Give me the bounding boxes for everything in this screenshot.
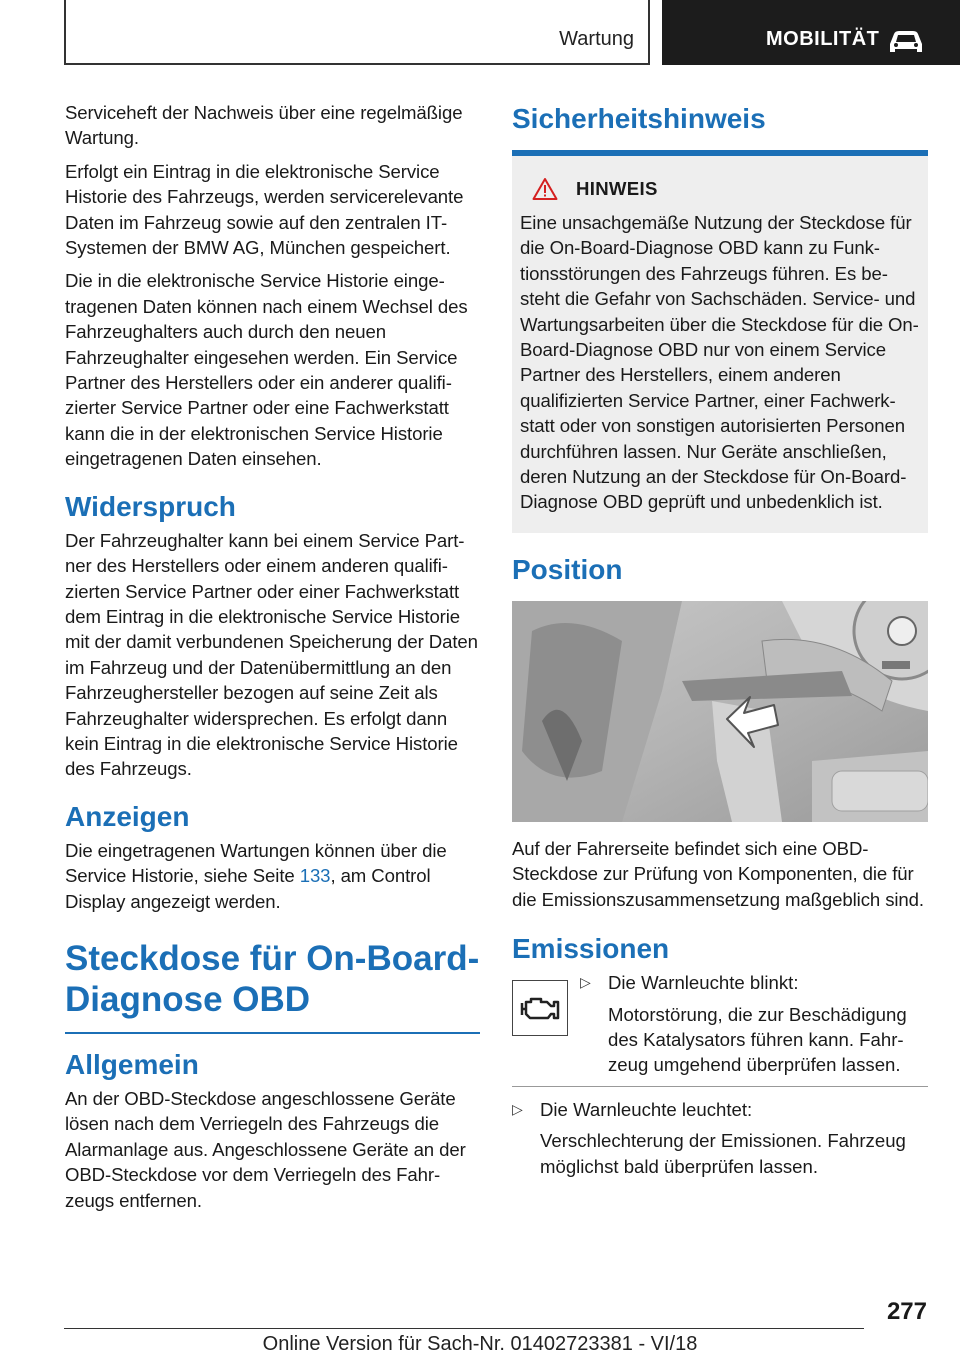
paragraph-anzeigen <box>65 838 480 914</box>
paragraph-eintrag: Erfolgt ein Eintrag in die elektronische Service Historie des Fahrzeugs, werden servicerelevante Daten im Fahrzeug sowie auf den zentralen IT-Systemen der BMW AG, München gespeichert. <box>65 160 464 259</box>
bullet-triangle-icon: ▷ <box>580 974 591 991</box>
anzeigen-text-before: Die eingetragenen Wartungen können über die Service Historie, siehe Seite <box>65 839 447 887</box>
notice-header <box>520 174 920 204</box>
obd-location-photo <box>512 601 928 822</box>
bullet-separator <box>512 1086 928 1087</box>
section-divider <box>65 1032 480 1034</box>
notice-title: HINWEIS <box>576 178 658 199</box>
header-section-title: Wartung <box>559 28 634 50</box>
heading-obd-line1: Steckdose für On-Board- <box>65 938 480 978</box>
header-chapter-title: MOBILITÄT <box>766 28 880 50</box>
anzeigen-text-after: , am Control Display angezeigt werden. <box>65 865 431 912</box>
paragraph-serviceheft: Serviceheft der Nachweis über eine regelmäßige Wartung. <box>65 102 463 149</box>
notice-box <box>512 156 928 533</box>
heading-widerspruch: Widerspruch <box>65 490 236 522</box>
car-icon <box>886 26 926 56</box>
paragraph-position: Auf der Fahrerseite befindet sich eine OBD-Steckdose zur Prüfung von Komponenten, die für die Emissionszusammensetzung maßgeblich sind. <box>512 837 924 910</box>
paragraph-historie: Die in die elektronische Service Historie eingetragenen Daten können nach einem Wechsel des Fahrzeughalters auch durch den neuen Fahrzeughalter eingesehen werden. Ein Service Partner des Herstellers oder ein anderer qualifizierter Service Partner oder eine Fachwerkstatt kann die in der elektronischen Service Historie eingetragenen Daten einsehen. <box>65 270 468 470</box>
emission-bullet-2 <box>512 1097 928 1179</box>
heading-emissionen: Emissionen <box>512 933 670 965</box>
heading-sicherheitshinweis: Sicherheitshinweis <box>512 103 766 134</box>
right-column <box>512 100 928 1179</box>
bullet-1-title: Die Warnleuchte blinkt: <box>608 972 799 994</box>
header-chapter-tab <box>662 0 960 65</box>
heading-steckdose-obd <box>65 938 480 1020</box>
heading-obd-line2: Diagnose OBD <box>65 979 311 1019</box>
heading-allgemein: Allgemein <box>65 1048 199 1080</box>
bullet-1-detail: Motorstörung, die zur Beschädigung des Katalysators führen kann. Fahrzeug umgehend überprüfen lassen. <box>608 1003 907 1076</box>
bullet-triangle-icon: ▷ <box>512 1100 523 1117</box>
emissions-section <box>512 970 928 1179</box>
header-section-box <box>64 0 650 65</box>
bullet-2-title: Die Warnleuchte leuchtet: <box>540 1098 753 1120</box>
bullet-2-detail: Verschlechterung der Emissionen. Fahrzeug möglichst bald überprüfen lassen. <box>540 1130 906 1177</box>
notice-text: Eine unsachgemäße Nutzung der Steckdose für die On-Board-Diagnose OBD kann zu Funktionsstörungen des Fahrzeugs führen. Es besteht die Gefahr von Sachschäden. Service- und Wartungsarbeiten über die Steckdose für die On-Board-Diagnose OBD nur von einem Service Partner des Herstellers, einem anderen qualifizierten Service Partner, einer Fachwerkstatt oder von sonstigen autorisierten Personen durchführen lassen. Nur Geräte anschließen, deren Nutzung an der Steckdose für On-Board-Diagnose OBD geprüft und unbedenklich ist. <box>520 212 919 513</box>
left-column <box>65 100 480 1221</box>
emission-bullet-1 <box>512 970 928 1078</box>
footer-version-text: Online Version für Sach-Nr. 01402723381 - VI/18 <box>262 1333 698 1355</box>
heading-anzeigen: Anzeigen <box>65 800 190 832</box>
heading-position: Position <box>512 553 623 585</box>
paragraph-widerspruch: Der Fahrzeughalter kann bei einem Service Partner des Herstellers oder einem anderen qualifizierten Service Partner oder einer Fachwerkstatt dem Eintrag in die elektronische Service Historie mit der damit verbundenen Speicherung der Daten im Fahrzeug und der Datenübermittlung an den Fahrzeughersteller bezogen auf seine Zeit als Fahrzeughalter widersprechen. Es erfolgt dann kein Eintrag in die elektronische Service Historie des Fahrzeugs. <box>65 529 478 780</box>
page-reference-link[interactable]: 133 <box>299 865 331 887</box>
warning-triangle-icon <box>532 177 558 201</box>
paragraph-allgemein: An der OBD-Steckdose angeschlossene Geräte lösen nach dem Verriegeln des Fahrzeugs die Alarmanlage aus. Angeschlossene Geräte an der OBD-Steckdose vor dem Verriegeln des Fahrzeugs entfernen. <box>65 1087 466 1211</box>
footer-rule <box>64 1328 864 1329</box>
page-number: 277 <box>886 1298 927 1325</box>
